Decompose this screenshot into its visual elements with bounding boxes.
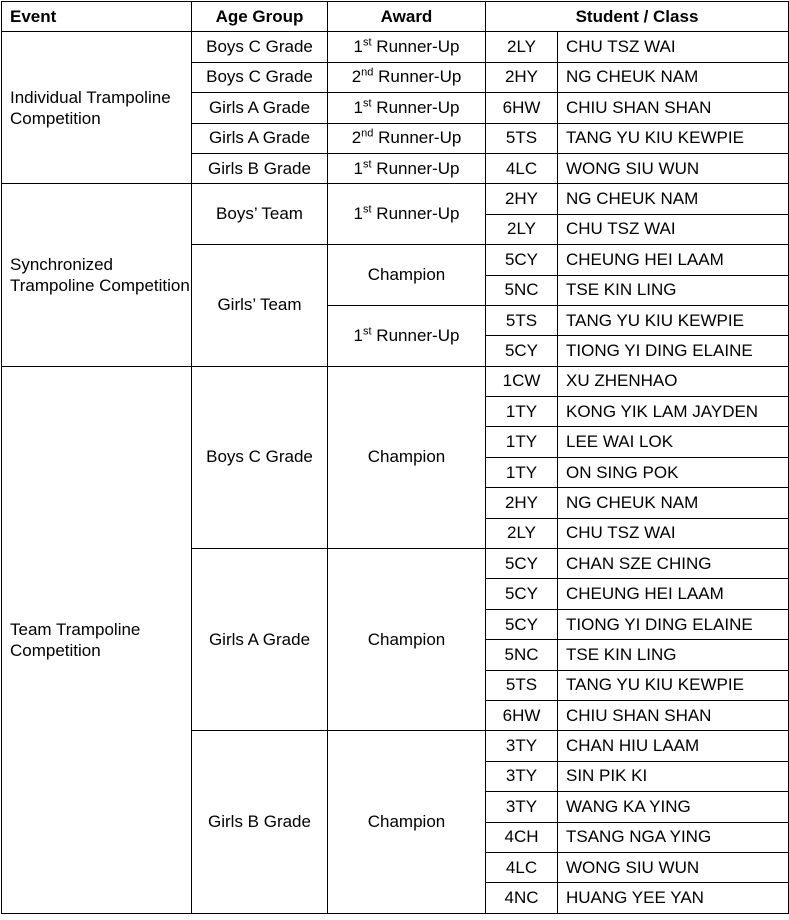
student-name-cell: CHU TSZ WAI (558, 32, 789, 62)
age-group-cell: Boys C Grade (192, 62, 328, 92)
student-name-cell: CHU TSZ WAI (558, 518, 789, 548)
award-cell: Champion (328, 366, 486, 548)
header-age-group: Age Group (192, 2, 328, 32)
age-group-cell: Girls A Grade (192, 549, 328, 731)
student-name-cell: CHU TSZ WAI (558, 214, 789, 244)
award-text: Runner-Up (371, 325, 460, 345)
age-group-cell: Girls B Grade (192, 731, 328, 913)
age-group-cell: Girls’ Team (192, 245, 328, 367)
award-ordinal: nd (361, 127, 374, 140)
award-ordinal: st (363, 36, 372, 49)
award-cell (328, 93, 486, 123)
award-number: 1 (353, 325, 364, 345)
class-cell: 4LC (486, 153, 558, 183)
award-ordinal: st (363, 97, 372, 110)
class-cell: 5CY (486, 245, 558, 275)
award-number: 1 (353, 97, 364, 117)
award-text: Runner-Up (373, 67, 462, 87)
student-name-cell: CHAN SZE CHING (558, 549, 789, 579)
award-cell: Champion (328, 549, 486, 731)
student-name-cell: WANG KA YING (558, 792, 789, 822)
event-synchronized: Synchronized Trampoline Competition (2, 184, 192, 366)
student-name-cell: WONG SIU WUN (558, 852, 789, 882)
student-name-cell: NG CHEUK NAM (558, 184, 789, 214)
student-name-cell: CHEUNG HEI LAAM (558, 245, 789, 275)
age-group-cell: Girls B Grade (192, 153, 328, 183)
award-number: 1 (353, 204, 364, 224)
class-cell: 3TY (486, 761, 558, 791)
class-cell: 2HY (486, 62, 558, 92)
class-cell: 6HW (486, 700, 558, 730)
event-team: Team Trampoline Competition (2, 366, 192, 913)
age-group-cell: Boys’ Team (192, 184, 328, 245)
class-cell: 5CY (486, 609, 558, 639)
student-name-cell: TSE KIN LING (558, 640, 789, 670)
table-row (2, 184, 789, 214)
header-student-class: Student / Class (486, 2, 789, 32)
age-group-cell: Boys C Grade (192, 32, 328, 62)
award-number: 1 (353, 37, 364, 57)
award-cell (328, 62, 486, 92)
award-number: 2 (351, 67, 362, 87)
award-text: Runner-Up (371, 37, 460, 57)
student-name-cell: TIONG YI DING ELAINE (558, 336, 789, 366)
award-text: Runner-Up (371, 158, 460, 178)
header-event: Event (2, 2, 192, 32)
award-ordinal: st (363, 203, 372, 216)
class-cell: 5CY (486, 579, 558, 609)
student-name-cell: TANG YU KIU KEWPIE (558, 305, 789, 335)
award-cell (328, 305, 486, 366)
student-name-cell: HUANG YEE YAN (558, 883, 789, 913)
class-cell: 4LC (486, 852, 558, 882)
class-cell: 5TS (486, 670, 558, 700)
award-cell (328, 32, 486, 62)
award-text: Runner-Up (371, 97, 460, 117)
class-cell: 2LY (486, 518, 558, 548)
class-cell: 1TY (486, 427, 558, 457)
student-name-cell: TSE KIN LING (558, 275, 789, 305)
student-name-cell: TSANG NGA YING (558, 822, 789, 852)
student-name-cell: NG CHEUK NAM (558, 62, 789, 92)
student-name-cell: XU ZHENHAO (558, 366, 789, 396)
class-cell: 5NC (486, 640, 558, 670)
awards-table (1, 1, 789, 914)
class-cell: 2HY (486, 184, 558, 214)
student-name-cell: TANG YU KIU KEWPIE (558, 123, 789, 153)
class-cell: 1TY (486, 457, 558, 487)
award-ordinal: nd (361, 66, 374, 79)
class-cell: 1TY (486, 397, 558, 427)
award-cell: Champion (328, 731, 486, 913)
award-number: 1 (353, 158, 364, 178)
class-cell: 2LY (486, 32, 558, 62)
student-name-cell: KONG YIK LAM JAYDEN (558, 397, 789, 427)
age-group-cell: Boys C Grade (192, 366, 328, 548)
award-cell (328, 184, 486, 245)
student-name-cell: CHIU SHAN SHAN (558, 93, 789, 123)
award-cell: Champion (328, 245, 486, 306)
table-row (2, 32, 789, 62)
class-cell: 5NC (486, 275, 558, 305)
class-cell: 5TS (486, 123, 558, 153)
student-name-cell: CHAN HIU LAAM (558, 731, 789, 761)
award-ordinal: st (363, 325, 372, 338)
student-name-cell: TANG YU KIU KEWPIE (558, 670, 789, 700)
student-name-cell: LEE WAI LOK (558, 427, 789, 457)
age-group-cell: Girls A Grade (192, 123, 328, 153)
class-cell: 2HY (486, 488, 558, 518)
award-cell (328, 153, 486, 183)
award-number: 2 (351, 128, 362, 148)
class-cell: 5CY (486, 336, 558, 366)
award-cell (328, 123, 486, 153)
class-cell: 5CY (486, 549, 558, 579)
class-cell: 3TY (486, 731, 558, 761)
student-name-cell: WONG SIU WUN (558, 153, 789, 183)
class-cell: 2LY (486, 214, 558, 244)
award-text: Runner-Up (371, 204, 460, 224)
table-row (2, 366, 789, 396)
class-cell: 6HW (486, 93, 558, 123)
class-cell: 5TS (486, 305, 558, 335)
header-row (2, 2, 789, 32)
student-name-cell: CHIU SHAN SHAN (558, 700, 789, 730)
student-name-cell: CHEUNG HEI LAAM (558, 579, 789, 609)
event-individual: Individual Trampoline Competition (2, 32, 192, 184)
class-cell: 4NC (486, 883, 558, 913)
student-name-cell: ON SING POK (558, 457, 789, 487)
student-name-cell: NG CHEUK NAM (558, 488, 789, 518)
age-group-cell: Girls A Grade (192, 93, 328, 123)
student-name-cell: TIONG YI DING ELAINE (558, 609, 789, 639)
award-text: Runner-Up (373, 128, 462, 148)
class-cell: 4CH (486, 822, 558, 852)
award-ordinal: st (363, 157, 372, 170)
student-name-cell: SIN PIK KI (558, 761, 789, 791)
class-cell: 1CW (486, 366, 558, 396)
header-award: Award (328, 2, 486, 32)
class-cell: 3TY (486, 792, 558, 822)
